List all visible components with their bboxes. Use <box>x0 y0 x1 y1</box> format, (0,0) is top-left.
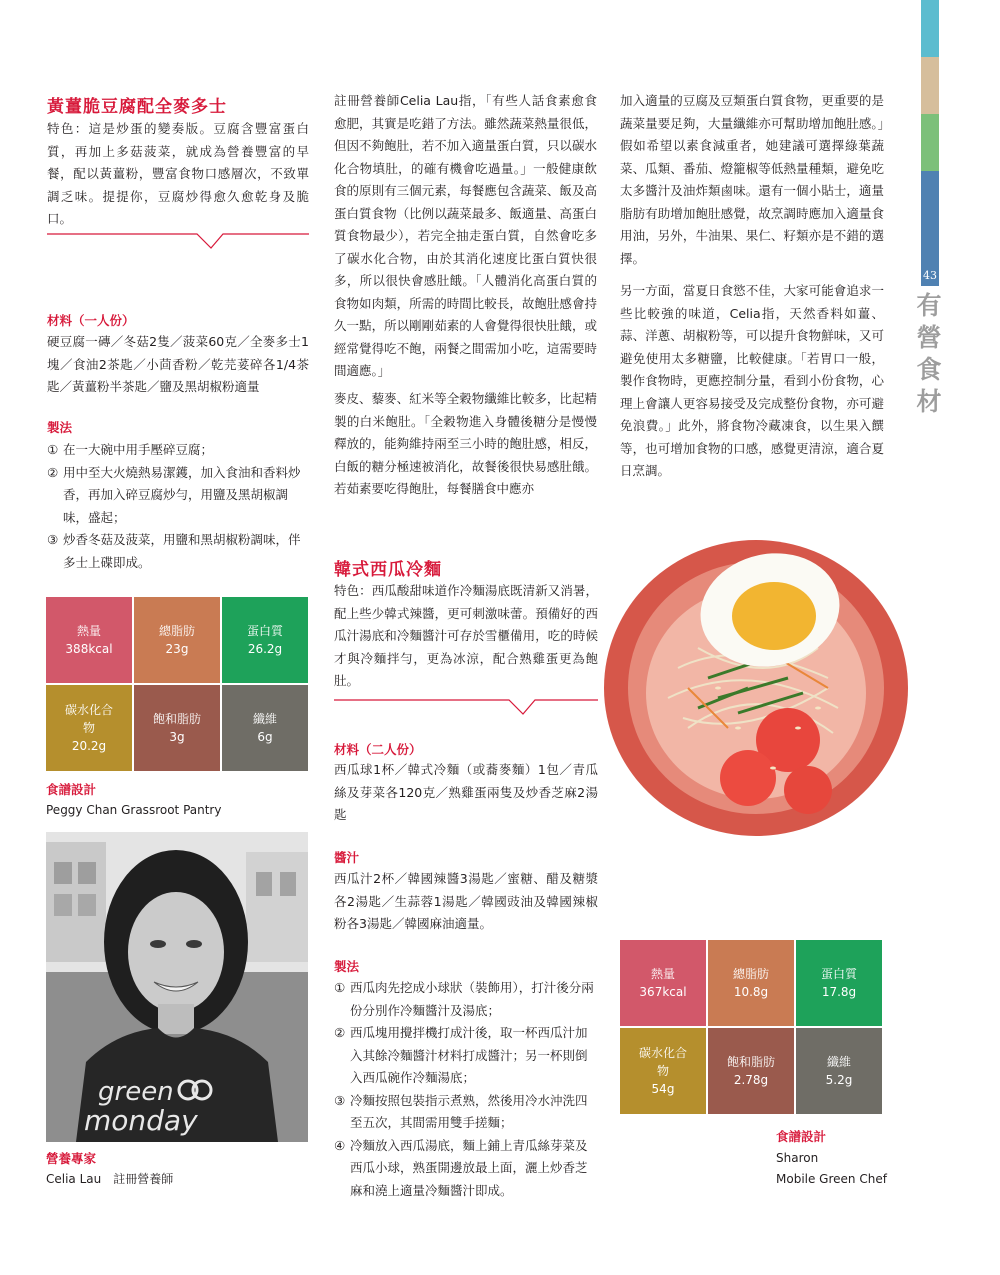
recipe1-ingredients: 硬豆腐一磚／冬菇2隻／菠菜60克／全麥多士1塊／食油2茶匙／小茴香粉／乾芫荽碎各1/4茶匙／黃薑粉半茶匙／鹽及黑胡椒粉適量 <box>47 334 309 394</box>
nutrition-total-fat: 總脂肪 10.8g <box>708 940 794 1026</box>
recipe1-designer: Peggy Chan Grassroot Pantry <box>46 803 222 817</box>
portrait-illustration <box>46 832 308 1142</box>
nutrition-fiber: 纖維 5.2g <box>796 1028 882 1114</box>
recipe1-title: 黃薑脆豆腐配全麥多士 <box>47 97 227 117</box>
recipe2-designer-brand: Mobile Green Chef <box>776 1172 887 1186</box>
recipe2-step: ② 西瓜塊用攪拌機打成汁後，取一杯西瓜汁加入其餘冷麵醬汁材料打成醬汁；另一杯則倒入西瓜碗作冷麵湯底； <box>334 1025 588 1085</box>
section-title-char-2: 營 <box>916 323 942 352</box>
nutrition-calories: 熱量 388kcal <box>46 597 132 683</box>
nutrition-calories: 熱量 367kcal <box>620 940 706 1026</box>
nutrition-protein: 蛋白質 17.8g <box>796 940 882 1026</box>
noodle-bowl-illustration <box>598 528 918 838</box>
article-column2-paragraph1: 註冊營養師Celia Lau指，「有些人話食素愈食愈肥，其實是吃錯了方法。雖然蔬菜熱量很低，但因不夠飽肚，若不加入適量蛋白質，只以碳水化合物填肚，的確有機會吃過量。」一般健康飲食的原則有三個元素，每餐應包含蔬菜、飯及高蛋白質食物（比例以蔬菜最多、飯適量、高蛋白質食物最少），若完全抽走蛋白質，自然會吃多了碳水化合物，由於其消化速度比蛋白質快很多，所以很快會感肚餓。「人體消化高蛋白質的食物如肉類，所需的時間比較長，故飽肚感會持久一點，所以剛剛茹素的人會覺得很快肚餓，或經常覺得吃不飽，兩餐之間需加小吃，這需要時間適應。」 <box>334 93 597 378</box>
recipe1-step: ③ 炒香冬菇及菠菜，用鹽和黑胡椒粉調味，伴多士上碟即成。 <box>47 532 301 570</box>
recipe2-steps <box>334 977 598 1202</box>
expert-portrait-photo <box>46 832 308 1142</box>
article-column3-paragraph1: 加入適量的豆腐及豆類蛋白質食物，更重要的是蔬菜量要足夠，大量纖維亦可幫助增加飽肚感。」假如希望以素食減重者，她建議可選擇綠葉蔬菜、瓜類、番茄、燈籠椒等低熱量種類，避免吃太多醬汁及油炸類鹵味。還有一個小貼士，適量脂肪有助增加飽肚感覺，故烹調時應加入適量食用油，另外，牛油果、果仁、籽類亦是不錯的選擇。 <box>620 93 884 266</box>
expert-name: Celia Lau 註冊營養師 <box>46 1172 174 1186</box>
recipe2-sauce: 西瓜汁2杯／韓國辣醬3湯匙／蜜糖、醋及糖漿各2湯匙／生蒜蓉1湯匙／韓國豉油及韓國辣椒粉各3湯匙／韓國麻油適量。 <box>334 871 598 931</box>
recipe1-method-heading: 製法 <box>47 420 73 435</box>
recipe1-separator <box>47 224 312 252</box>
nutrition-fiber: 纖維 6g <box>222 685 308 771</box>
nutrition-carbs: 碳水化合物 20.2g <box>46 685 132 771</box>
recipe2-design-heading: 食譜設計 <box>776 1129 827 1144</box>
tab-color-4 <box>921 171 939 266</box>
section-title-char-1: 有 <box>916 291 942 320</box>
recipe1-steps <box>47 439 311 574</box>
tab-color-2 <box>921 57 939 114</box>
recipe2-method-heading: 製法 <box>334 959 360 974</box>
recipe2-ingredients: 西瓜球1杯／韓式冷麵（或蕎麥麵）1包／青瓜絲及芽菜各120克／熟雞蛋兩隻及炒香芝麻2湯匙 <box>334 762 598 822</box>
tab-color-1 <box>921 0 939 57</box>
recipe2-step: ① 西瓜肉先挖成小球狀（裝飾用），打汁後分兩份分別作冷麵醬汁及湯底； <box>334 980 594 1018</box>
section-title-char-4: 材 <box>916 387 942 416</box>
article-column3-paragraph2: 另一方面，當夏日食慾不佳，大家可能會追求一些比較強的味道，Celia指，天然香料如薑、蒜、洋蔥、胡椒粉等，可以提升食物鮮味，又可避免使用太多糖鹽，比較健康。「若胃口一般，製作食物時，更應控制分量，看到小份食物，心理上會讓人更容易接受及完成整份食物，亦可避免浪費。」此外，將食物冷藏凍食，以生果入饌等，也可增加食物的口感，感覺更清涼，適合夏日烹調。 <box>620 283 884 478</box>
recipe2-title: 韓式西瓜冷麵 <box>334 560 442 580</box>
tab-color-3 <box>921 114 939 171</box>
nutrition-saturated-fat: 飽和脂肪 3g <box>134 685 220 771</box>
recipe1-ingredients-heading: 材料（一人份） <box>47 313 135 328</box>
recipe2-separator <box>334 690 604 718</box>
nutrition-protein: 蛋白質 26.2g <box>222 597 308 683</box>
svg-text:monday: monday <box>84 1104 198 1137</box>
recipe2-sauce-heading: 醬汁 <box>334 850 360 865</box>
nutrition-saturated-fat: 飽和脂肪 2.78g <box>708 1028 794 1114</box>
recipe1-design-heading: 食譜設計 <box>46 782 97 797</box>
recipe1-step: ② 用中至大火燒熱易潔鑊，加入食油和香料炒香，再加入碎豆腐炒勻，用鹽及黑胡椒調味，盛起； <box>47 464 301 525</box>
recipe2-step: ③ 冷麵按照包裝指示煮熟，然後用冷水沖洗四至五次，其間需用雙手搓麵； <box>334 1092 588 1130</box>
page-number: 43 <box>921 266 939 286</box>
recipe2-step: ④ 冷麵放入西瓜湯底，麵上鋪上青瓜絲芽菜及西瓜小球，熟蛋開邊放最上面，灑上炒香芝麻和澆上適量冷麵醬汁即成。 <box>334 1137 588 1198</box>
expert-heading: 營養專家 <box>46 1151 97 1166</box>
article-column2-paragraph2: 麥皮、藜麥、紅米等全穀物纖維比較多，比起精製的白米飽肚。「全穀物進入身體後糖分是慢慢釋放的，能夠維持兩至三小時的飽肚感，相反，白飯的糖分極速被消化，故餐後很快易感肚餓。若茹素要吃得飽肚，每餐膳食中應亦 <box>334 391 597 496</box>
watermelon-cold-noodle-photo <box>598 528 918 838</box>
nutrition-total-fat: 總脂肪 23g <box>134 597 220 683</box>
section-title-char-3: 食 <box>916 355 942 384</box>
nutrition-carbs: 碳水化合物 54g <box>620 1028 706 1114</box>
recipe2-feature: 特色：西瓜酸甜味道作冷麵湯底既清新又消暑，配上些少韓式辣醬，更可刺激味蕾。預備好的西瓜汁湯底和冷麵醬汁可存於雪櫃備用，吃的時候才與冷麵拌勻，更為冰涼，配合熟雞蛋更為飽肚。 <box>334 583 598 688</box>
recipe1-feature: 特色：這是炒蛋的變奏版。豆腐含豐富蛋白質，再加上多菇菠菜，就成為營養豐富的早餐，配以黃薑粉，豐富食物口感層次，不致單調乏味。提提你，豆腐炒得愈久愈乾身及脆口。 <box>47 121 309 226</box>
svg-text:green: green <box>98 1077 174 1107</box>
recipe1-step: ① 在一大碗中用手壓碎豆腐； <box>47 442 214 457</box>
recipe2-ingredients-heading: 材料（二人份） <box>334 742 422 757</box>
recipe2-designer-name: Sharon <box>776 1151 819 1165</box>
section-title <box>912 290 946 418</box>
